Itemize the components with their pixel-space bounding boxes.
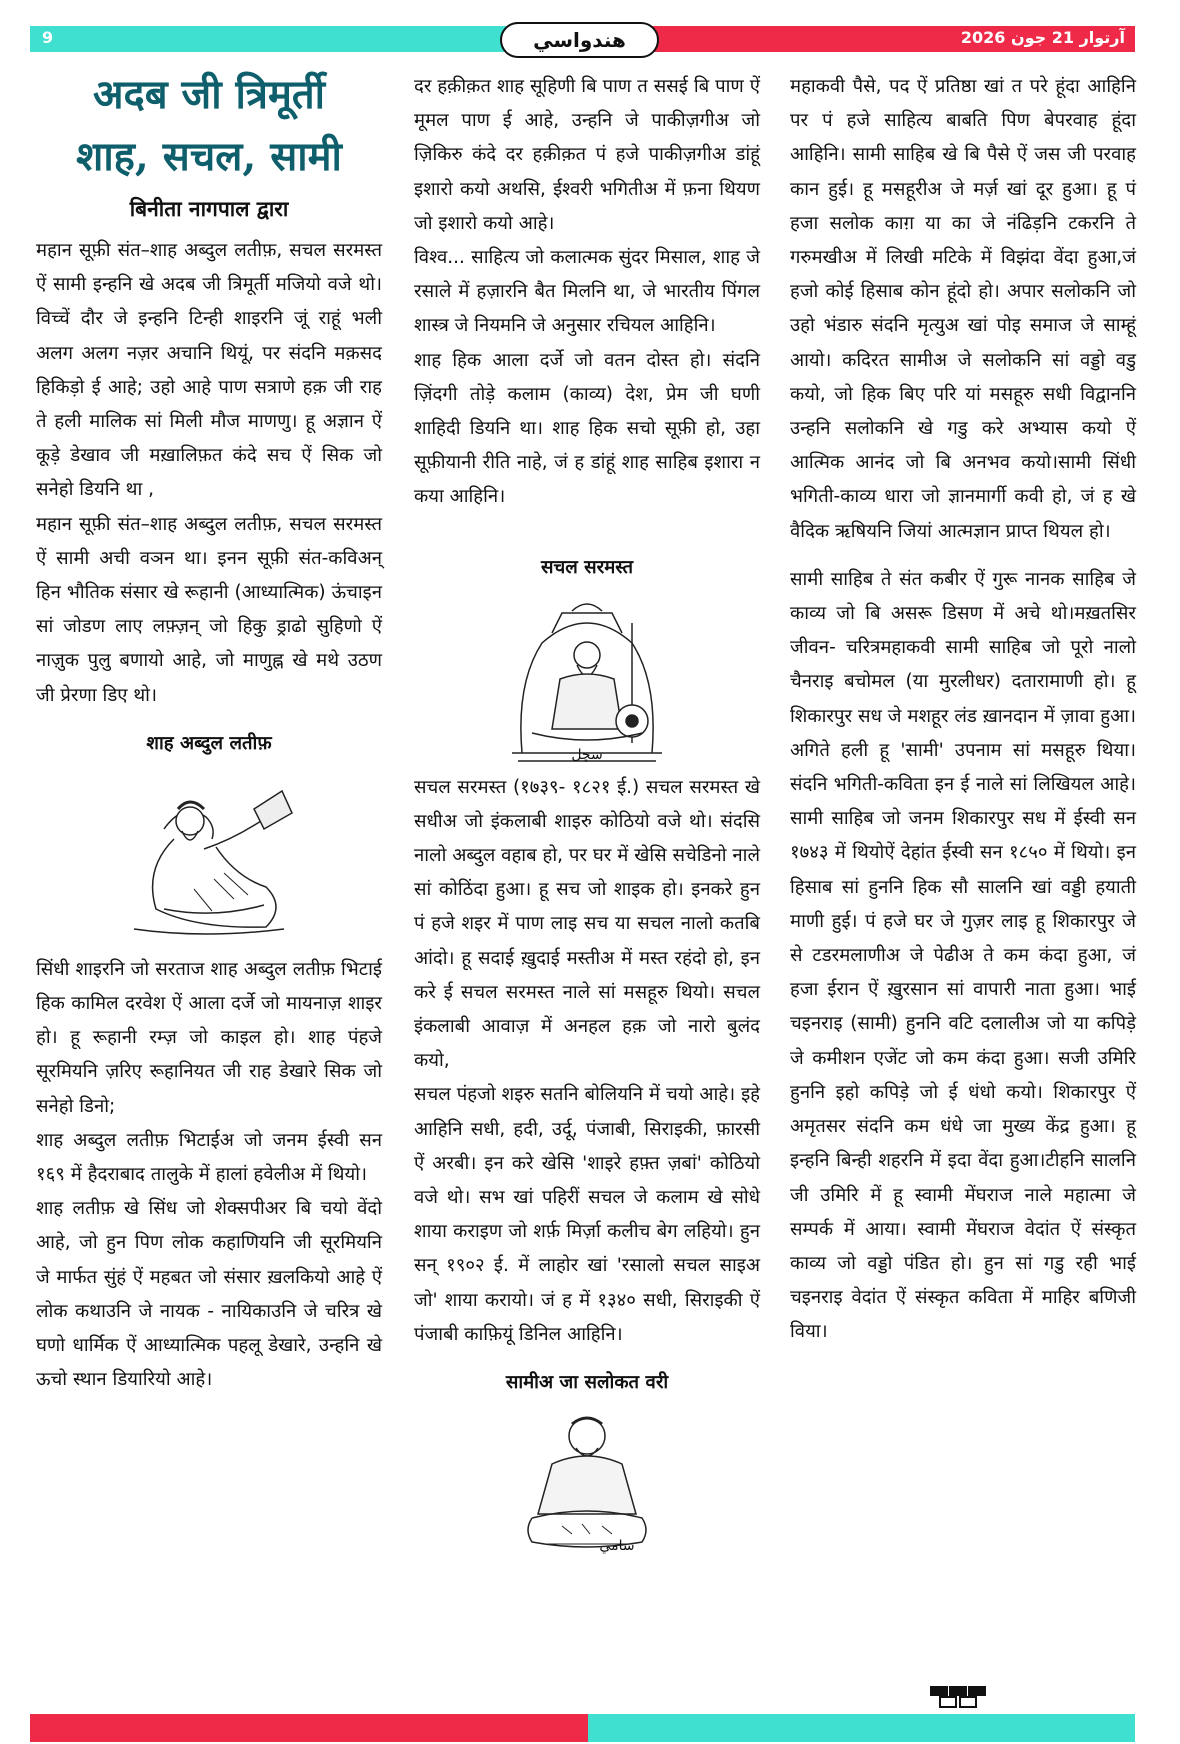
illustration-sachal [414, 593, 760, 769]
masthead-logo: ھندواسي [500, 22, 659, 58]
article-title-line-1: अदब जी त्रिमूर्ती [92, 71, 326, 118]
paragraph: दर हक़ीक़त शाह सूहिणी बि पाण त ससई बि पाण ऐं मूमल पाण ई आहे, उन्हनि जे पाकीज़गीअ जो ज़िकिरु कंदे दर हक़ीक़त पं हजे पाकीज़गीअ डांहूं इशारो कयो अथसि, ईश्वरी भगितीअ में फ़ना थियण जो इशारो कयो आहे। [414, 76, 760, 234]
sachal-portrait-icon [492, 593, 682, 769]
sami-signature: سامي [599, 1538, 635, 1555]
column-3 [790, 70, 1136, 1350]
end-ornament-icon [930, 1686, 986, 1708]
figure-caption-sachal: सचल सरमस्त [540, 556, 634, 578]
column-2 [414, 70, 760, 1556]
paragraph: महान सूफ़ी संत–शाह अब्दुल लतीफ़, सचल सरमस्त ऐं सामी इन्हनि खे अदब जी त्रिमूर्ती मजियो वजे थो। विच्चें दौर जे इन्हनि टिन्ही शाइरनि जूं राहूं भली अलग अलग नज़र अचानि थियूं, पर संदनि मक़सद हिकिड़ो ई आहे; उहो आहे पाण सत्राणे हक़ जी राह ते हली मालिक सां मिली मौज माणणु। हू अज्ञान ऐं कूड़े डेखाव जी मख़ालिफ़त कंदे सच ऐं सिक जो सनेहो डियनि था , [36, 240, 382, 501]
figure-caption-shah-latif: शाह अब्दुल लतीफ़ [146, 732, 272, 754]
illustration-shah-latif [36, 769, 382, 939]
paragraph: महान सूफ़ी संत–शाह अब्दुल लतीफ़, सचल सरमस्त ऐं सामी अची वञन था। इनन सूफ़ी संत-कविअन् हिन भौतिक संसार खे रूहानी (आध्यात्मिक) ऊंचाइन सां जोडण लाए लफ़्ज़न् जो हिकु ड्राढो सुहिणो ऐं नाज़ुक पुलु बणायो आहे, जो माणुह्न खे मथे उठण जी प्रेरणा डिए थो। [36, 513, 382, 706]
issue-date: آرتوار 21 جون 2026 [960, 28, 1125, 47]
page-number: 9 [42, 28, 54, 47]
paragraph: महाकवी पैसे, पद ऐं प्रतिष्ठा खां त परे हूंदा आहिनि पर पं हजे साहित्य बाबति पिण बेपरवाह हूंदा आहिनि। सामी साहिब खे बि पैसे ऐं जस जी परवाह कान हुई। हू मसहूरीअ जे मर्ज़ खां दूर हुआ। हू पं हजा सलोक काग़ या का जे नंढिड़नि टकरनि ते गरुमखीअ में लिखी मटिके में विझंदा वेंदा हुआ,जं हजो कोई हिसाब कोन हूंदो हो। अपार सलोकनि जो उहो भंडारु संदनि मृत्युअ खां पोइ समाज जे साम्हूं आयो। कदिरत सामीअ जे सलोकनि सां वड्डो वडु कयो, जो हिक बिए परि यां मसहूरु सधी विद्वाननि उन्हनि सलोकनि खे गडु करे अभ्यास कयो ऐं आत्मिक आनंद जो बि अनभव कयो।सामी सिंधी भगिती-काव्य धारा जो ज्ञानमार्गी कवी हो, जं ह खे वैदिक ऋषियनि जियां आत्मज्ञान प्राप्त थियल हो। [790, 76, 1136, 542]
paragraph: विश्व... साहित्य जो कलात्मक सुंदर मिसाल, शाह जे रसाले में हज़ारनि बैत मिलनि था, जे भारतीय पिंगल शास्त्र जे नियमनि जे अनुसार रचियल आहिनि। [414, 247, 760, 337]
footer-bar-red [30, 1714, 588, 1742]
figure-caption-sami: सामीअ जा सलोकत वरी [505, 1372, 669, 1394]
paragraph: शाह अब्दुल लतीफ़ भिटाईअ जो जनम ईस्वी सन १६९ में हैदराबाद तालुके में हालां हवेलीअ में थियो। [36, 1129, 382, 1186]
sami-portrait-icon [502, 1408, 672, 1558]
paragraph: शाह लतीफ़ खे सिंध जो शेक्सपीअर बि चयो वेंदो आहे, जो हुन पिण लोक कहाणियनि जी सूरमियनि जे मार्फत सुंहं ऐं महबत जो संसार ख़लकियो आहे ऐं लोक कथाउनि जे नायक - नायिकाउनि जे चरित्र खे घणो धार्मिक ऐं आध्यात्मिक पहलू डेखारे, उन्हनि खे ऊचो स्थान डियारियो आहे। [36, 1198, 382, 1391]
paragraph: सामी साहिब ते संत कबीर ऐं गुरू नानक साहिब जे काव्य जो बि असरू डिसण में अचे थो।मख़तसिर जीवन- चरित्रमहाकवी सामी साहिब जो पूरो नालो चैनराइ बचोमल (या मुरलीधर) दताराम‍ाणी हो। हू शिकारपुर सध जे मशहूर लंड ख़ानदान में ज़ावा हुआ। अगिते हली हू 'सामी' उपनाम सां मसहूरु थिया। संदनि भगिती-कविता इन ई नाले सां लिखियल आहे। सामी साहिब जो जनम शिकारपुर सध में ईस्वी सन १७४३ में थियोऐं देहांत ईस्वी सन १८५० में थियो। इन हिसाब सां हुननि हिक सौ सालनि खां वड्डी हयाती माणी हुई। पं हजे घर जे गुज़र लाइ हू शिकारपुर जे से टडरमलाणीअ जे पेढीअ ते कम कंदा हुआ, जं हजा ईरान ऐं ख़ुरसान सां वापारी नाता हुआ। भाई चइनराइ (सामी) हुननि वटि दलालीअ जो या कपिड़े जे कमीशन एजेंट जो कम कंदा हुआ। सजी उमिरि हुननि इहो कपिड़े जो ई धंधो कयो। शिकारपुर ऐं अमृतसर संदनि कम धंधे जा मुख्य केंद्र हुआ। हू इन्हनि बिन्ही शहरनि में इदा वेंदा हुआ।टीहनि सालनि जी उमिरि में हू स्वामी मेंघराज नाले महात्मा जे सम्पर्क में आया। स्वामी मेंघराज वेदांत ऐं संस्कृत काव्य जो वड्डो पंडित हो। हुन सां गडु रही भाई चइनराइ वेदांत ऐं संस्कृत कविता में माहिर बणिजी विया। [790, 568, 1136, 1343]
paragraph: सचल सरमस्त (१७३९- १८२१ ई.) सचल सरमस्त खे सधीअ जो इंकलाबी शाइरु कोठियो वजे थो। संदसि नालो अब्दुल वहाब हो, पर घर में खेसि सचेडिनो नाले सां कोठिंदा हुआ। हू सच जो शाइक हो। इनकरे हुन पं हजे शइर में पाण लाइ सच या सचल नालो कतबि आंदो। हू सदाई ख़ुदाई मस्तीअ में मस्त रहंदो हो, इन करे ई सचल सरमस्त नाले सां मसहूरु थियो। सचल इंकलाबी आवाज़ में अनहल हक़ जो नारो बुलंद कयो, [414, 776, 760, 1072]
article-title [36, 64, 382, 188]
article-title-line-2: शाह, सचल, सामी [76, 133, 342, 180]
byline: बिनीता नागपाल द्वारा [129, 197, 289, 221]
shah-latif-portrait-icon [94, 769, 324, 939]
column-1 [36, 70, 382, 1397]
footer-bar-teal [588, 1714, 1135, 1742]
paragraph: सिंधी शाइरनि जो सरताज शाह अब्दुल लतीफ़ भिटाई हिक कामिल दरवेश ऐं आला दर्जे जो मायनाज़ शाइर हो। हू रूहानी रम्ज़ जो काइल हो। शाह पंहजे सूरमियनि ज़रिए रूहानियत जी राह डेखारे सिक जो सनेहो डिनो; [36, 958, 382, 1117]
paragraph: शाह हिक आला दर्जे जो वतन दोस्त हो। संदनि ज़िंदगी तोड़े कलाम (काव्य) देश, प्रेम जी घणी शाहिदी डियनि था। शाह हिक सचो सूफ़ी हो, उहा सूफ़ीयानी रीति नाहे, जं ह डांहूं शाह साहिब इशारा न कया आहिनि। [414, 349, 760, 508]
sachal-signature: سچل [571, 746, 603, 763]
paragraph: सचल पंहजो शइरु सतनि बोलियनि में चयो आहे। इहे आहिनि सधी, हदी, उर्दू, पंजाबी, सिराइकी, फ़ारसी ऐं अरबी। इन करे खेसि 'शाइरे हफ़्त ज़बां' कोठियो वजे थो। सभ खां पहिरीं सचल जे कलाम खे सोधे शाया कराइण जो शर्फ़ मिर्ज़ा कलीच बेग लहियो। हुन सन् १९०२ ई. में लाहोर खां 'रसालो सचल साइअ जो' शाया करायो। जं ह में १३४० सधी, सिराइकी ऐं पंजाबी काफ़ियूं डिनिल आहिनि। [414, 1084, 760, 1345]
